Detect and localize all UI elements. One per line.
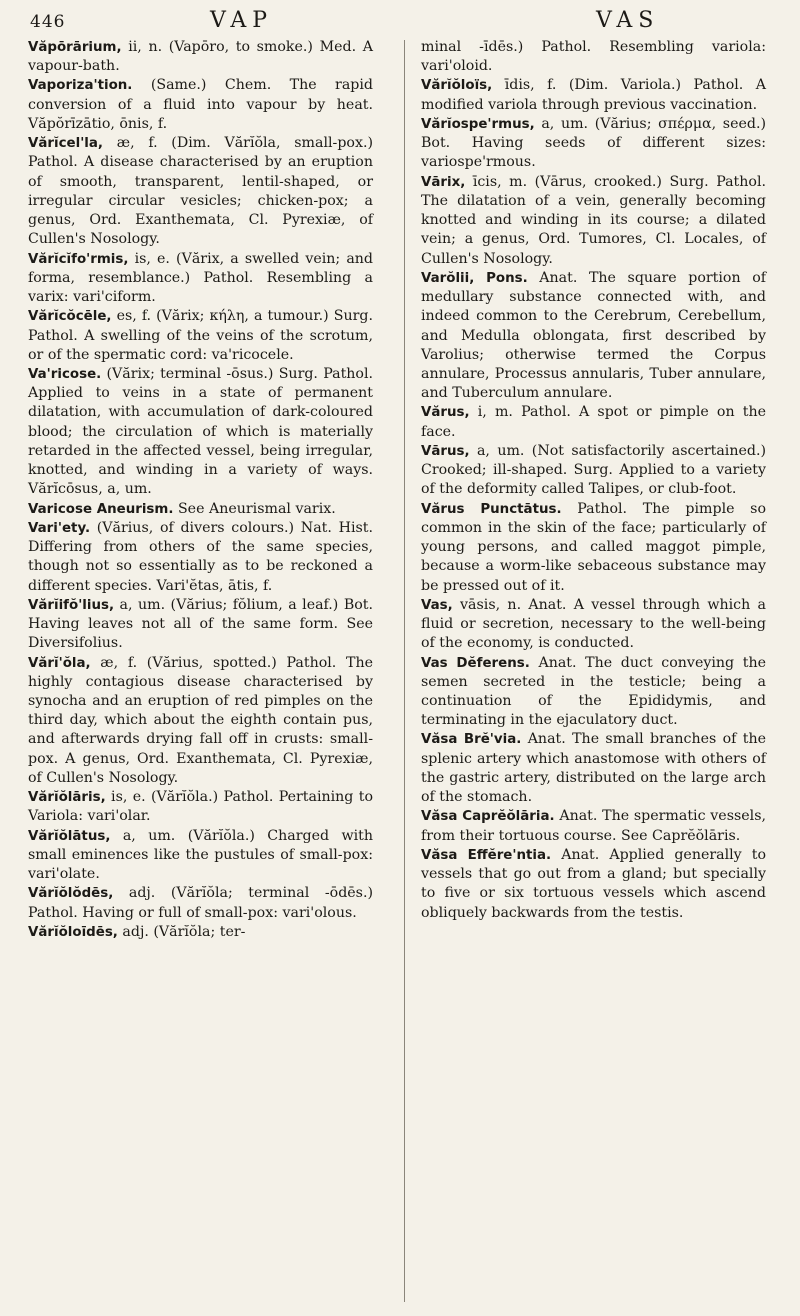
left-column bbox=[28, 38, 373, 942]
entry-definition: (Same.) Chem. The rapid conversion of a fluid into vapour by heat. Văpŏrīzātio, ōnis, f. bbox=[28, 77, 373, 132]
dictionary-entry bbox=[421, 115, 766, 173]
dictionary-entry bbox=[28, 38, 373, 76]
entry-definition: adj. (Vărĭŏla; terminal -ōdēs.) Pathol. Having or full of small-pox: vari'olous. bbox=[28, 885, 373, 921]
entry-definition: Anat. The square portion of medullary substance connected with, and indeed common to the Cerebrum, Cerebellum, and Medulla oblongata, first described by Varolius; otherwise termed the Corpus annulare, Processus annularis, Tuber annulare, and Tuberculum annulare. bbox=[421, 269, 766, 402]
dictionary-entry bbox=[28, 500, 373, 519]
entry-definition: a, um. (Vărĭŏla.) Charged with small eminences like the pustules of small-pox: vari'olate. bbox=[28, 827, 373, 883]
page-header bbox=[0, 6, 800, 32]
dictionary-entry bbox=[28, 654, 373, 789]
entry-headword: Vărĭcel'la, bbox=[28, 136, 104, 152]
dictionary-entry bbox=[421, 442, 766, 500]
dictionary-entry bbox=[421, 596, 766, 654]
dictionary-entry bbox=[421, 403, 766, 441]
dictionary-entry bbox=[28, 519, 373, 596]
entry-definition: īdis, f. (Dim. Variola.) Pathol. A modified variola through previous vaccination. bbox=[421, 77, 766, 113]
entry-headword: Vărĭcĭfo'rmis, bbox=[28, 251, 129, 267]
dictionary-entry bbox=[421, 500, 766, 596]
entry-headword: Vărĭŏlātus, bbox=[28, 828, 111, 844]
dictionary-entry bbox=[421, 269, 766, 404]
entry-definition: adj. (Vărĭŏla; ter- bbox=[117, 923, 246, 940]
entry-definition: minal -īdēs.) Pathol. Resembling variola: vari'oloid. bbox=[421, 39, 766, 75]
entry-definition: a, um. (Vărius; fŏlium, a leaf.) Bot. Having leaves not all of the same form. See Diversifolius. bbox=[28, 596, 373, 652]
entry-headword: Vas Dĕferens. bbox=[421, 655, 530, 671]
entry-definition: Anat. The spermatic vessels, from their tortuous course. See Caprĕŏlāris. bbox=[421, 808, 766, 844]
dictionary-entry bbox=[28, 307, 373, 365]
entry-headword: Vărĭcŏcēle, bbox=[28, 309, 112, 325]
entry-definition: es, f. (Vărix; κήλη, a tumour.) Surg. Pathol. A swelling of the veins of the scrotum, or of the spermatic cord: va'ricocele. bbox=[28, 308, 373, 363]
dictionary-entry bbox=[421, 76, 766, 114]
dictionary-entry bbox=[28, 134, 373, 249]
page-number: 446 bbox=[30, 12, 66, 32]
dictionary-entry bbox=[421, 38, 766, 76]
entry-definition: a, um. (Not satisfactorily ascertained.) Crooked; ill-shaped. Surg. Applied to a variety of the deformity called Talipes, or club-foot. bbox=[421, 442, 766, 498]
entry-headword: Varicose Aneurism. bbox=[28, 501, 174, 517]
entry-headword: Vărĭifŏ'lius, bbox=[28, 597, 115, 613]
entry-headword: Vas, bbox=[421, 597, 453, 613]
entry-headword: Vărĭ'ŏla, bbox=[28, 655, 91, 671]
dictionary-entry bbox=[421, 846, 766, 923]
dictionary-entry bbox=[28, 884, 373, 922]
dictionary-entry bbox=[421, 807, 766, 845]
entry-definition: Anat. The small branches of the splenic artery which anastomose with others of the gastric artery, distributed on the large arch of the stomach. bbox=[421, 731, 766, 806]
entry-headword: Vărĭŏloīdēs, bbox=[28, 924, 118, 940]
dictionary-entry bbox=[28, 827, 373, 885]
entry-headword: Văsa Caprĕŏlāria. bbox=[421, 809, 555, 825]
entry-definition: See Aneurismal varix. bbox=[173, 500, 336, 517]
entry-definition: Anat. Applied generally to vessels that go out from a gland; but specially to five or six tortuous vessels which ascend obliquely backwards from the testis. bbox=[421, 846, 767, 921]
entry-headword: Vaporiza'tion. bbox=[28, 78, 133, 94]
entry-headword: Văsa Effĕre'ntia. bbox=[421, 847, 552, 863]
dictionary-entry bbox=[28, 365, 373, 500]
entry-definition: vāsis, n. Anat. A vessel through which a fluid or secretion, necessary to the well-being of the economy, is conducted. bbox=[421, 596, 766, 652]
entry-headword: Văpōrārium, bbox=[28, 40, 122, 55]
right-column bbox=[421, 38, 766, 923]
entry-definition: æ, f. (Dim. Vărĭŏla, small-pox.) Pathol. A disease characterised by an eruption of smooth, transparent, lentil-shaped, or irregular circular vesicles; chicken-pox; a genus, Ord. Exanthemata, Cl. Pyrexiæ, of Cullen's Nosology. bbox=[28, 135, 373, 248]
dictionary-entry bbox=[28, 788, 373, 826]
entry-headword: Vărus, bbox=[421, 405, 470, 421]
entry-headword: Vărĭŏloïs, bbox=[421, 78, 493, 94]
entry-definition: ii, n. (Vapōro, to smoke.) Med. A vapour-bath. bbox=[28, 39, 373, 75]
entry-headword: Vărĭŏlŏdēs, bbox=[28, 886, 114, 902]
entry-headword: Vărĭŏlāris, bbox=[28, 790, 106, 806]
dictionary-entry bbox=[28, 76, 373, 134]
entry-headword: Vārix, bbox=[421, 174, 466, 190]
entry-headword: Va'ricose. bbox=[28, 366, 102, 382]
entry-definition: is, e. (Vărĭŏla.) Pathol. Pertaining to Variola: vari'olar. bbox=[28, 789, 373, 825]
entry-headword: Vari'ety. bbox=[28, 520, 91, 536]
running-head-left: VAP bbox=[210, 8, 274, 33]
entry-definition: īcis, m. (Vārus, crooked.) Surg. Pathol. The dilatation of a vein, generally becoming knotted and winding in its course; a dilated vein; a genus, Ord. Tumores, Cl. Locales, of Cullen's Nosology. bbox=[421, 173, 766, 267]
entry-definition: (Vărius, of divers colours.) Nat. Hist. Differing from others of the same species, though not so essentially as to be reckoned a different species. Vari'ĕtas, ātis, f. bbox=[28, 519, 373, 594]
dictionary-entry bbox=[28, 923, 373, 942]
entry-headword: Vārus, bbox=[421, 443, 470, 459]
dictionary-entry bbox=[421, 654, 766, 731]
entry-definition: Pathol. The pimple so common in the skin of the face; particularly of young persons, and called maggot pimple, because a worm-like sebaceous substance may be pressed out of it. bbox=[421, 500, 766, 594]
entry-headword: Vărus Punctātus. bbox=[421, 501, 562, 517]
dictionary-entry bbox=[421, 730, 766, 807]
dictionary-entry bbox=[28, 250, 373, 308]
entry-definition: is, e. (Vărix, a swelled vein; and forma, resemblance.) Pathol. Resembling a varix: vari'ciform. bbox=[28, 250, 373, 306]
running-head-right: VAS bbox=[596, 8, 660, 33]
entry-definition: i, m. Pathol. A spot or pimple on the face. bbox=[421, 404, 766, 440]
entry-definition: Anat. The duct conveying the semen secreted in the testicle; being a continuation of the Epididymis, and terminating in the ejaculatory duct. bbox=[421, 654, 766, 729]
entry-definition: æ, f. (Vărius, spotted.) Pathol. The highly contagious disease characterised by synocha and an eruption of red pimples on the third day, which about the eighth contain pus, and afterwards drying fall off in crusts: small-pox. A genus, Ord. Exanthemata, Cl. Pyrexiæ, of Cullen's Nosology. bbox=[28, 654, 373, 786]
entry-headword: Văsa Brĕ'via. bbox=[421, 732, 522, 748]
dictionary-entry bbox=[421, 173, 766, 269]
entry-headword: Vărĭospe'rmus, bbox=[421, 116, 535, 132]
entry-definition: a, um. (Vărius; σπέρμα, seed.) Bot. Having seeds of different sizes: variospe'rmous. bbox=[421, 115, 766, 171]
dictionary-entry bbox=[28, 596, 373, 654]
entry-definition: (Vărix; terminal -ōsus.) Surg. Pathol. Applied to veins in a state of permanent dilatation, with accumulation of dark-coloured blood; the circulation of which is materially retarded in the affected vessel, being irregular, knotted, and winding in a variety of ways. Vărĭcōsus, a, um. bbox=[28, 365, 373, 498]
column-divider bbox=[404, 40, 405, 1302]
entry-headword: Varŏlii, Pons. bbox=[421, 270, 528, 286]
